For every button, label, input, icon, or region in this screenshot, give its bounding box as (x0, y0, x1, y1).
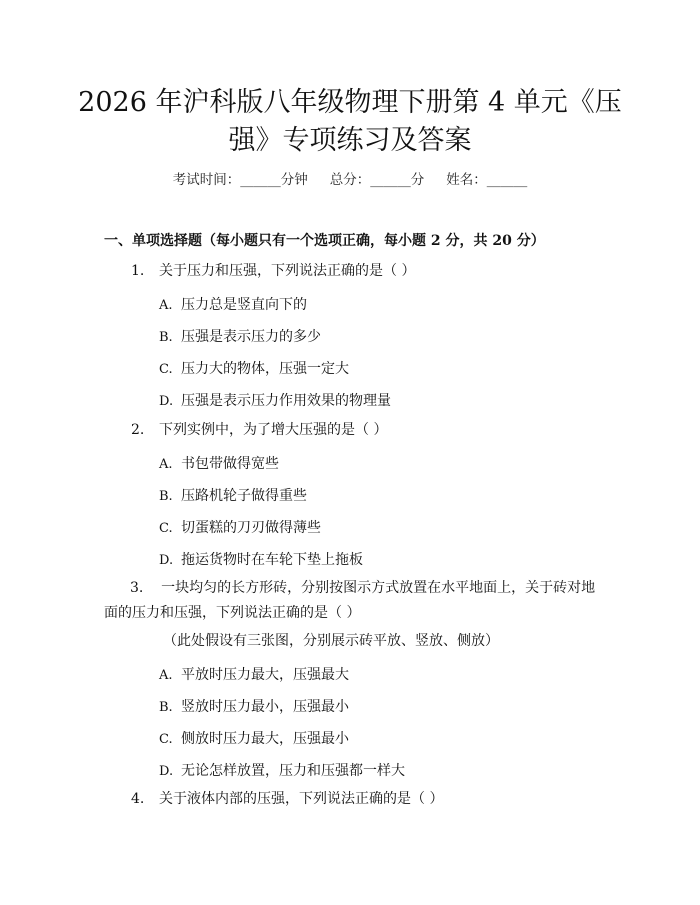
total-score-field: 总分：______分 (329, 172, 425, 188)
question-text: 下列实例中，为了增大压强的是（ ） (159, 422, 388, 438)
exam-meta (0, 168, 700, 188)
section-heading-single-choice: 一、单项选择题（每小题只有一个选项正确，每小题 2 分，共 20 分） (104, 233, 545, 249)
question-number: 3. (130, 580, 144, 596)
question-3-option-d: D. 无论怎样放置，压力和压强都一样大 (159, 763, 405, 779)
question-1 (131, 260, 415, 282)
page-title-line-1: 2026 年沪科版八年级物理下册第 4 单元《压 (78, 87, 622, 118)
question-2-option-a: A. 书包带做得宽些 (159, 456, 279, 472)
question-text: 一块均匀的长方形砖，分别按图示方式放置在水平地面上，关于砖对地面的压力和压强，下列说法正确的是（ ） (104, 580, 596, 621)
question-1-option-c: C. 压力大的物体，压强一定大 (159, 361, 349, 377)
question-text: 关于液体内部的压强，下列说法正确的是（ ） (159, 791, 444, 807)
question-4 (131, 788, 443, 810)
question-number: 2. (131, 422, 145, 438)
question-2-option-b: B. 压路机轮子做得重些 (159, 488, 307, 504)
question-3 (104, 576, 604, 626)
question-text: 关于压力和压强，下列说法正确的是（ ） (159, 263, 416, 279)
figure-note: （此处假设有三张图，分别展示砖平放、竖放、侧放） (163, 633, 499, 649)
student-name-field: 姓名：______ (446, 172, 528, 188)
question-2-option-d: D. 拖运货物时在车轮下垫上拖板 (159, 552, 363, 568)
question-3-option-c: C. 侧放时压力最大，压强最小 (159, 731, 349, 747)
question-2-option-c: C. 切蛋糕的刀刃做得薄些 (159, 520, 321, 536)
question-2 (131, 419, 387, 441)
question-number: 4. (131, 791, 145, 807)
question-number: 1. (131, 263, 145, 279)
question-1-option-b: B. 压强是表示压力的多少 (159, 329, 321, 345)
question-1-option-d: D. 压强是表示压力作用效果的物理量 (159, 393, 391, 409)
question-1-option-a: A. 压力总是竖直向下的 (159, 297, 307, 313)
page-title-line-2: 强》专项练习及答案 (228, 125, 472, 156)
question-3-option-a: A. 平放时压力最大，压强最大 (159, 667, 349, 683)
exam-time-field: 考试时间：______分钟 (172, 172, 308, 188)
question-3-option-b: B. 竖放时压力最小，压强最小 (159, 699, 349, 715)
